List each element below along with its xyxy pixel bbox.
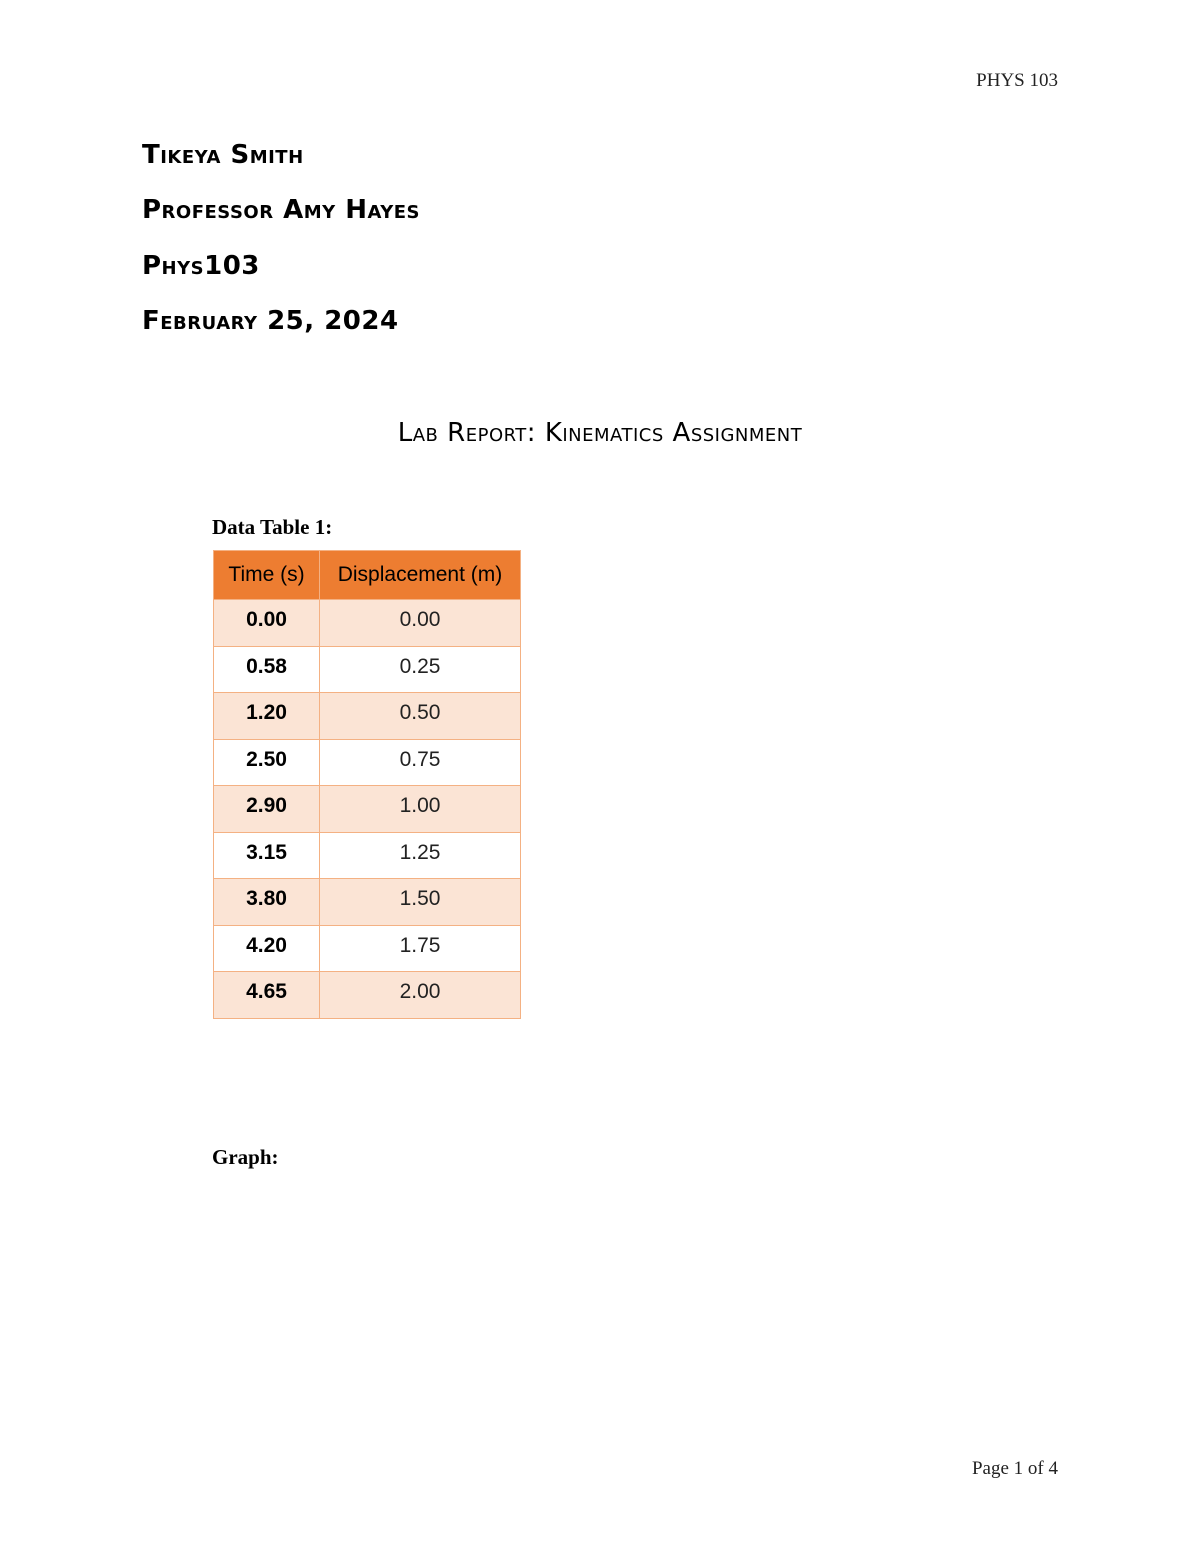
table-row: [214, 739, 521, 786]
report-title: Lab Report: Kinematics Assignment: [397, 418, 803, 448]
professor-name: Professor Amy Hayes: [142, 195, 421, 225]
displacement-cell: 1.75: [320, 925, 521, 972]
column-header-displacement: Displacement (m): [320, 551, 521, 600]
time-cell: 0.58: [214, 646, 320, 693]
course-name: Phys103: [142, 251, 260, 281]
displacement-cell: 2.00: [320, 972, 521, 1019]
time-cell: 2.90: [214, 786, 320, 833]
time-cell: 3.15: [214, 832, 320, 879]
graph-label: Graph:: [212, 1145, 279, 1169]
table-row: [214, 832, 521, 879]
table-row: [214, 972, 521, 1019]
displacement-cell: 1.50: [320, 879, 521, 926]
table-label: Data Table 1:: [212, 515, 333, 539]
displacement-cell: 0.50: [320, 693, 521, 740]
student-name: Tikeya Smith: [142, 140, 304, 170]
column-header-time: Time (s): [214, 551, 320, 600]
time-cell: 4.20: [214, 925, 320, 972]
page-number: Page 1 of 4: [971, 1458, 1058, 1479]
table-row: [214, 925, 521, 972]
table-row: [214, 786, 521, 833]
displacement-cell: 0.25: [320, 646, 521, 693]
time-cell: 4.65: [214, 972, 320, 1019]
displacement-cell: 1.25: [320, 832, 521, 879]
time-cell: 2.50: [214, 739, 320, 786]
data-table: [213, 550, 521, 1019]
time-cell: 0.00: [214, 600, 320, 647]
table-row: [214, 600, 521, 647]
displacement-cell: 0.00: [320, 600, 521, 647]
running-header: PHYS 103: [976, 70, 1058, 91]
table-row: [214, 693, 521, 740]
table-row: [214, 879, 521, 926]
time-cell: 1.20: [214, 693, 320, 740]
date: February 25, 2024: [142, 306, 399, 336]
time-cell: 3.80: [214, 879, 320, 926]
displacement-cell: 1.00: [320, 786, 521, 833]
table-row: [214, 646, 521, 693]
displacement-cell: 0.75: [320, 739, 521, 786]
